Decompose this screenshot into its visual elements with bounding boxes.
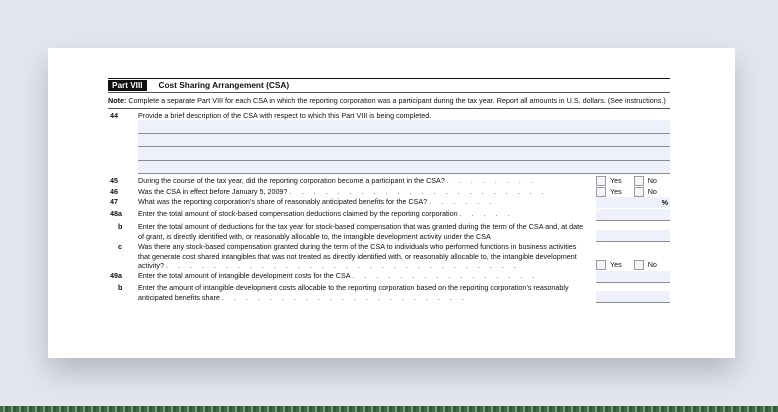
amount-input[interactable] [596,230,670,242]
percent-input[interactable] [596,197,670,208]
line-47 [108,197,670,209]
line-number: b [118,283,123,292]
dot-leader: . . . . . . [429,197,496,206]
yes-checkbox[interactable]: Yes [596,176,622,186]
line-48b [108,222,670,242]
line-45 [108,176,670,187]
checkbox-icon [634,176,644,186]
bottom-decorative-strip [0,406,778,412]
line-text: Provide a brief description of the CSA with respect to which this Part VIII is being completed. [138,110,432,120]
note [108,93,670,109]
line-number: 45 [110,176,118,185]
dot-leader: . . . . . . . . . . . . . . . . . . . . . . [289,186,548,196]
amount-input[interactable] [596,271,670,283]
amount-input[interactable] [596,209,670,221]
note-text: Complete a separate Part VIII for each CSA in which the reporting corporation was a participant during the tax year. Report all amounts in U.S. dollars. (See instructions.) [126,96,666,105]
yes-checkbox[interactable]: Yes [596,260,622,270]
checkbox-icon [596,260,606,270]
form-part-viii [108,78,670,303]
checkbox-icon [596,187,606,197]
line-number: b [118,222,123,231]
checkbox-icon [634,260,644,270]
line-48c [108,242,670,271]
percent-sign: % [661,198,668,207]
description-line-4[interactable] [138,161,670,175]
dot-leader: . . . . . . . . . . . . . . . . . . . . . [221,292,468,302]
line-number: 47 [110,197,118,206]
line-text: What was the reporting corporation’s share of reasonably anticipated benefits for the CSA? [138,197,428,206]
line-text: Enter the total amount of deductions for the tax year for stock-based compensation that was granted during the term of the CSA and, at date of grant, is directly identified with, or reasonably allocable to, the intangible development activity under the CSA [138,222,584,241]
line-number: 48a [110,208,122,218]
no-checkbox[interactable]: No [634,176,657,186]
dot-leader: . . . . . . . . [446,176,537,185]
checkbox-icon [596,176,606,186]
line-text: Was the CSA in effect before January 5, 2009? [138,186,288,196]
amount-input[interactable] [596,291,670,303]
line-number: c [118,242,122,251]
line-text: Enter the total amount of intangible development costs for the CSA [138,271,351,280]
checkbox-icon [634,187,644,197]
line-text: During the course of the tax year, did the reporting corporation become a participant in the CSA? [138,176,445,185]
description-line-2[interactable] [138,134,670,148]
line-49b [108,283,670,303]
dot-leader: . . . . . [459,208,514,218]
no-checkbox[interactable]: No [634,260,657,270]
line-44 [108,111,670,121]
line-text: Enter the amount of intangible development costs allocable to the reporting corporation based on the reporting corporation’s reasonably anticipated benefits share [138,283,569,302]
yes-checkbox[interactable]: Yes [596,187,622,197]
line-number: 44 [110,110,118,120]
note-label: Note: [108,96,127,105]
line-number: 49a [110,271,122,280]
dot-leader: . . . . . . . . . . . . . . . . . . . . . . . . . . . . . . [165,261,520,270]
dot-leader: . . . . . . . . . . . . . . . . [352,271,539,280]
line-text: Enter the total amount of stock-based compensation deductions claimed by the reporting corporation [138,208,458,218]
line-number: 46 [110,186,118,196]
no-checkbox[interactable]: No [634,187,657,197]
line-49a [108,271,670,283]
part-header [108,78,670,93]
line-48a [108,209,670,222]
line-46 [108,187,670,198]
description-line-3[interactable] [138,147,670,161]
line-text: Was there any stock-based compensation granted during the term of the CSA to individuals who performed functions in business activities that generate cost shared intangibles that was not treated as directly identified with, or reasonably allocable to, the intangible development activity? [138,242,577,270]
form-card [48,48,735,358]
part-badge: Part VIII [108,80,147,91]
description-line-1[interactable] [138,120,670,134]
part-title: Cost Sharing Arrangement (CSA) [158,79,290,90]
